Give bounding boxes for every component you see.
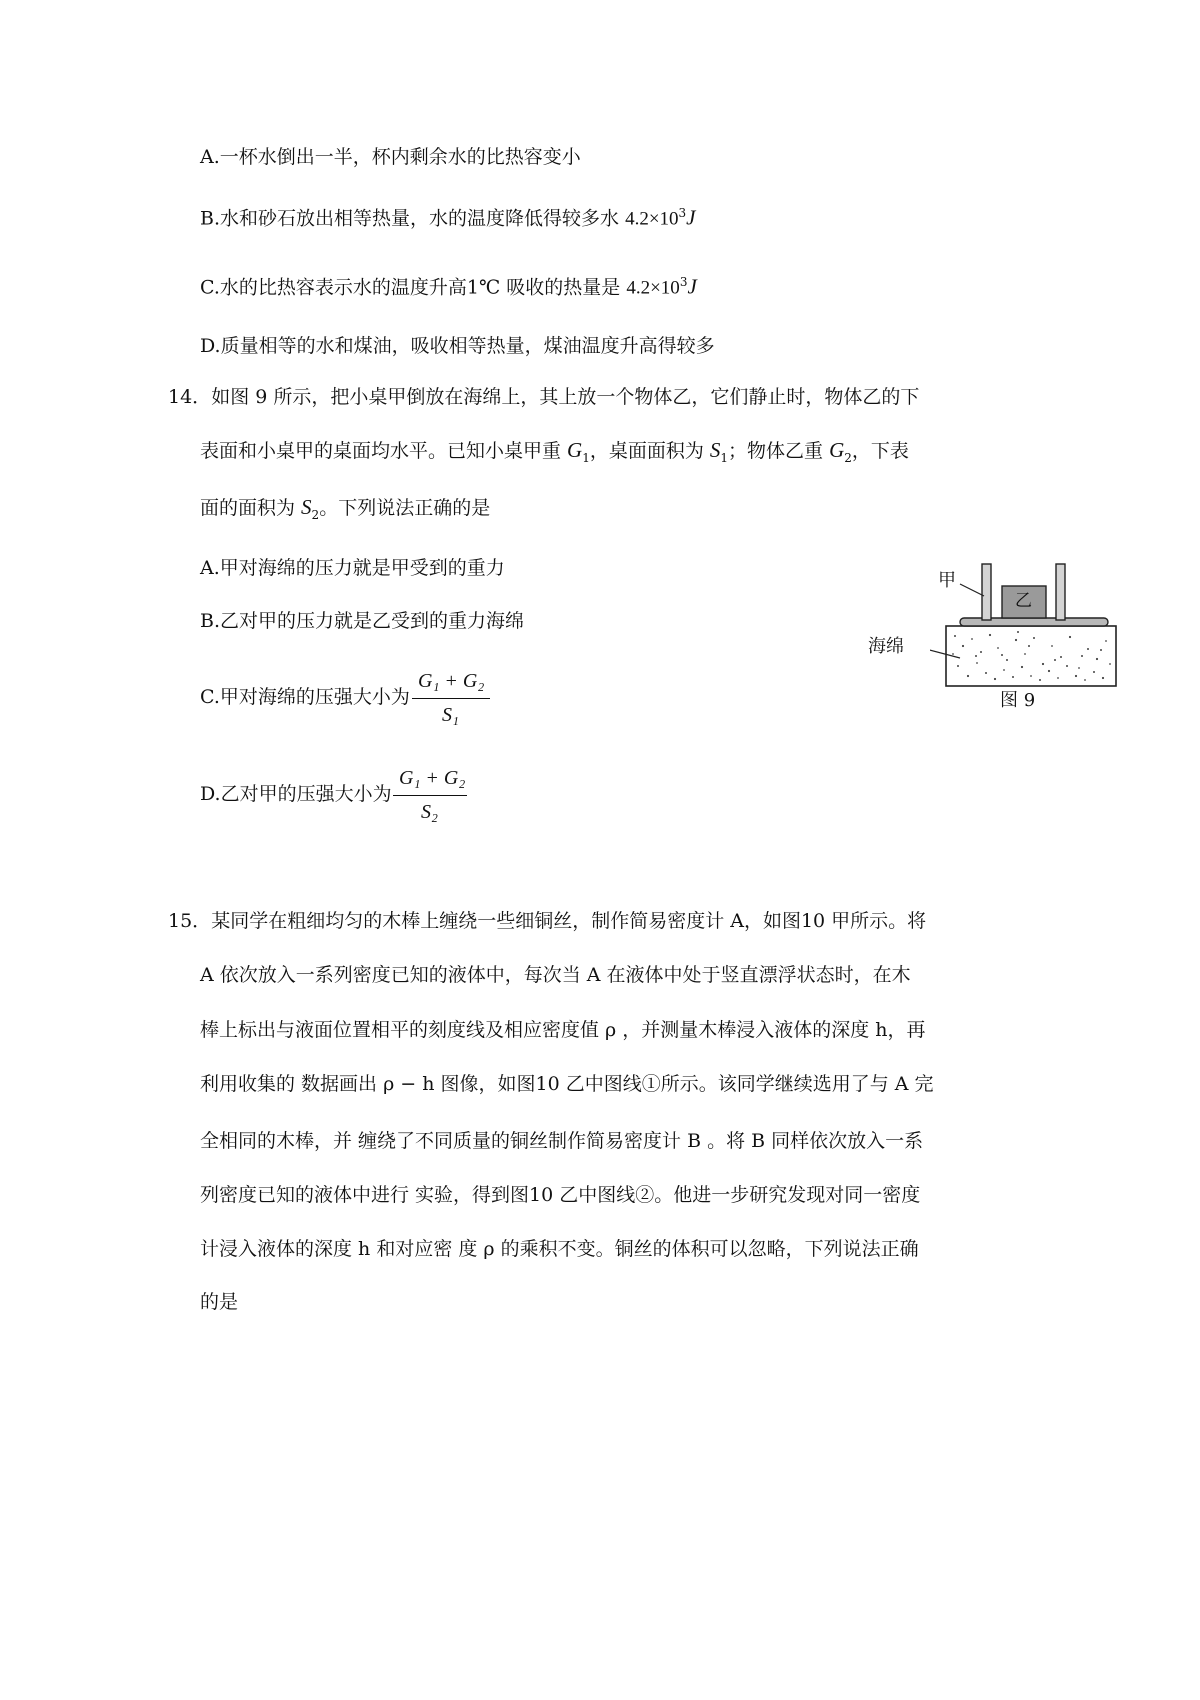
q14-option-c — [200, 688, 410, 707]
figure-caption: 图 9 — [1000, 690, 1036, 711]
q14-line-3 — [200, 497, 490, 521]
q14-line-2-part-3: ；物体乙重 — [728, 440, 830, 462]
q14-option-b — [200, 612, 524, 631]
q14-line-2-part-1: 表面和小桌甲的桌面均水平。已知小桌甲重 — [200, 440, 568, 462]
q14-option-d-numerator: G₁ + G₂ — [399, 767, 466, 789]
q14-line-1-text: 如图 9 所示，把小桌甲倒放在海绵上，其上放一个物体乙，它们静止时，物体乙的下 — [211, 386, 920, 408]
q14-line-2-part-2: ，桌面面积为 — [589, 440, 710, 462]
q13-option-c-exponent: 3 — [679, 275, 688, 289]
q13-option-b — [200, 207, 696, 228]
q15-line-8-text: 的是 — [200, 1291, 239, 1313]
q14-s2-symbol: S — [301, 495, 312, 519]
q15-line-3-text: 棒上标出与液面位置相平的刻度线及相应密度值 ρ ，并测量木棒浸入液体的深度 h，再 — [200, 1019, 926, 1041]
q13-option-b-unit: J — [686, 205, 696, 230]
leader-jia — [960, 584, 984, 596]
q15-line-5 — [200, 1132, 923, 1151]
q14-option-c-label: C.甲对海绵的压强大小为 — [200, 686, 410, 708]
q15-line-7 — [200, 1240, 919, 1259]
q15-line-4-text: 利用收集的 数据画出 ρ − h 图像，如图10 乙中图线①所示。该同学继续选用了与 A 完 — [200, 1073, 934, 1095]
q14-option-c-numerator: G₁ + G₂ — [418, 670, 485, 692]
q14-s1-subscript: 1 — [720, 450, 729, 465]
q15-line-8 — [200, 1293, 238, 1312]
table-leg-left — [982, 564, 991, 620]
q13-option-b-value: 4.2×10 — [625, 208, 679, 230]
q14-option-d-fraction — [393, 765, 473, 825]
q14-line-1 — [168, 388, 919, 407]
q15-number: 15． — [168, 910, 212, 932]
q14-option-d-fraction-bar — [393, 795, 467, 796]
q13-option-d — [200, 337, 715, 356]
figure-9 — [868, 560, 1180, 720]
q14-line-3-part-1: 面的面积为 — [200, 497, 302, 519]
q14-option-c-fraction — [412, 668, 492, 728]
q14-option-c-fraction-bar — [412, 698, 490, 699]
q13-option-a — [200, 148, 581, 167]
q15-line-1-text: 某同学在粗细均匀的木棒上缠绕一些细铜丝，制作简易密度计 A，如图10 甲所示。将 — [211, 910, 927, 932]
q13-option-d-text: D.质量相等的水和煤油，吸收相等热量，煤油温度升高得较多 — [200, 335, 715, 357]
table-leg-right — [1056, 564, 1065, 620]
figure-label-jia: 甲 — [938, 570, 956, 591]
q14-option-d — [200, 785, 392, 804]
q14-s2-subscript: 2 — [311, 507, 320, 522]
q13-option-b-exponent: 3 — [678, 206, 687, 220]
q13-option-c-value: 4.2×10 — [626, 277, 680, 299]
q14-option-d-denominator: S₂ — [421, 801, 438, 823]
q14-g1-symbol: G — [567, 438, 583, 462]
q13-option-c-unit: J — [687, 274, 697, 299]
q14-line-2 — [200, 440, 909, 464]
q14-option-d-label: D.乙对甲的压强大小为 — [200, 783, 392, 805]
q14-line-3-part-2: 。下列说法正确的是 — [319, 497, 491, 519]
figure-label-yi: 乙 — [1015, 591, 1032, 611]
figure-label-sponge: 海绵 — [868, 636, 904, 657]
figure-9-diagram — [930, 560, 1180, 720]
q15-line-7-text: 计浸入液体的深度 h 和对应密 度 ρ 的乘积不变。铜丝的体积可以忽略，下列说法正确 — [200, 1238, 919, 1260]
q14-option-a-text: A.甲对海绵的压力就是甲受到的重力 — [200, 557, 505, 579]
q14-number: 14． — [168, 386, 212, 408]
q15-line-6-text: 列密度已知的液体中进行 实验，得到图10 乙中图线②。他进一步研究发现对同一密度 — [200, 1184, 921, 1206]
q15-line-2 — [200, 966, 911, 985]
q13-option-b-text: B.水和砂石放出相等热量，水的温度降低得较多水 — [200, 207, 620, 230]
q14-g1-subscript: 1 — [582, 450, 590, 465]
q14-g2-symbol: G — [829, 438, 845, 462]
q13-option-c-text: C.水的比热容表示水的温度升高1℃ 吸收的热量是 — [200, 276, 621, 299]
q13-option-c — [200, 276, 697, 297]
q15-line-5-text: 全相同的木棒，并 缠绕了不同质量的铜丝制作简易密度计 B 。将 B 同样依次放入一系 — [200, 1130, 924, 1152]
q15-line-3 — [200, 1021, 926, 1040]
q15-line-1 — [168, 912, 926, 931]
q14-option-c-denominator: S₁ — [442, 704, 459, 726]
q14-option-a — [200, 559, 505, 578]
q15-line-4 — [200, 1075, 934, 1094]
q15-line-6 — [200, 1186, 920, 1205]
q14-line-2-part-4: ，下表 — [851, 440, 909, 462]
q14-g2-subscript: 2 — [844, 450, 852, 465]
q14-s1-symbol: S — [709, 438, 721, 462]
q15-line-2-text: A 依次放入一系列密度已知的液体中，每次当 A 在液体中处于竖直漂浮状态时，在木 — [200, 964, 911, 986]
q13-option-a-text: A.一杯水倒出一半，杯内剩余水的比热容变小 — [200, 146, 581, 168]
q14-option-b-text: B.乙对甲的压力就是乙受到的重力海绵 — [200, 610, 525, 632]
sponge-block — [946, 626, 1116, 686]
